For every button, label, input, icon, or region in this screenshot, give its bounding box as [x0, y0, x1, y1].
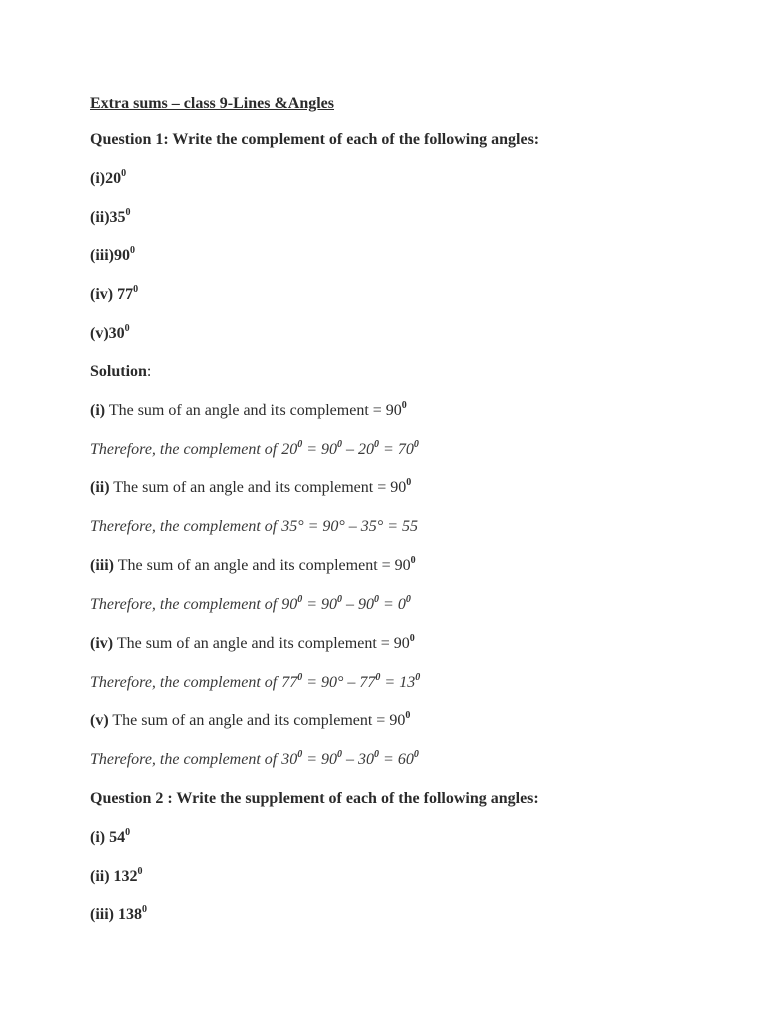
question-1-heading: Question 1: Write the complement of each of the following angles:: [90, 131, 540, 148]
solution-step-1-statement: (i) The sum of an angle and its complement = $90^0$: [90, 400, 407, 419]
solution-step-2-result: Therefore, the complement of 35° = 90° – 35° = 55: [90, 518, 418, 535]
q1-item-4: (iv) $77^0$: [90, 284, 139, 303]
question-2-heading: Question 2 : Write the supplement of each of the following angles:: [90, 790, 539, 807]
solution-step-4-statement: (iv) The sum of an angle and its complement = $90^0$: [90, 633, 415, 652]
q1-item-1: $(i)20^0$: [90, 168, 127, 187]
q1-item-3: $(iii)90^0$: [90, 245, 135, 264]
solution-step-5-statement: (v) The sum of an angle and its complement = $90^0$: [90, 710, 411, 729]
solution-step-3-result: Therefore, the complement of $90^0 = 90^0 - 90^0 = 0^0$: [90, 594, 411, 613]
solution-step-2-statement: (ii) The sum of an angle and its complement = $90^0$: [90, 477, 412, 496]
solution-heading: Solution:: [90, 363, 152, 380]
solution-step-4-result: Therefore, the complement of $77^0 = 90^\circ - 77^0 = 13^0$: [90, 672, 421, 691]
solution-step-5-result: Therefore, the complement of $30^0 = 90^0 - 30^0 = 60^0$: [90, 749, 419, 768]
q1-item-5: $(v)30^0$: [90, 323, 130, 342]
solution-step-1-result: Therefore, the complement of $20^0 = 90^0 - 20^0 = 70^0$: [90, 439, 419, 458]
solution-step-3-statement: (iii) The sum of an angle and its complement = $90^0$: [90, 555, 416, 574]
q2-item-2: (ii) $132^0$: [90, 866, 143, 885]
document-title: Extra sums – class 9-Lines &Angles: [90, 95, 335, 112]
q2-item-1: (i) $54^0$: [90, 827, 131, 846]
q1-item-2: $(ii)35^0$: [90, 207, 131, 226]
q2-item-3: (iii) $138^0$: [90, 904, 147, 923]
